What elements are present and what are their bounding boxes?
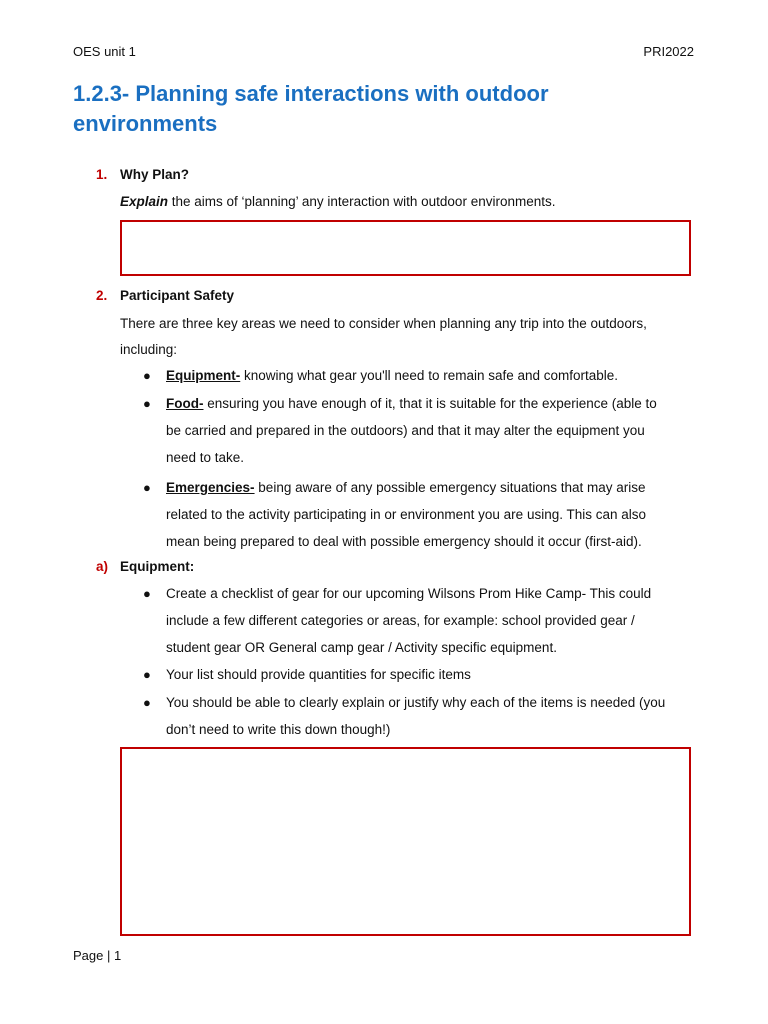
header-right: PRI2022 (643, 44, 694, 59)
footer-label: Page (73, 948, 104, 963)
instruction-line: You should be able to clearly explain or justify why each of the items is needed (you (166, 695, 666, 710)
answer-box-why-plan[interactable] (120, 220, 691, 276)
header-left: OES unit 1 (73, 44, 136, 59)
instruction-line: don’t need to write this down though!) (166, 722, 391, 737)
list-item-food-line-2: be carried and prepared in the outdoors) and that it may alter the equipment you (166, 423, 645, 438)
section-2-number: 2. (96, 288, 108, 303)
section-1-instruction (120, 194, 555, 209)
section-a-label: a) (96, 559, 109, 574)
instruction-line: student gear OR General camp gear / Activity specific equipment. (166, 640, 557, 655)
list-item-emergencies: Emergencies- being aware of any possible emergency situations that may arise (166, 480, 646, 495)
instruction-line: Create a checklist of gear for our upcoming Wilsons Prom Hike Camp- This could (166, 586, 652, 601)
instruction-line: include a few different categories or areas, for example: school provided gear / (166, 613, 635, 628)
page-title: 1.2.3- Planning safe interactions with outdoor environments (73, 81, 549, 136)
bullet-icon: ● (143, 695, 151, 710)
bullet-icon: ● (143, 586, 151, 601)
list-item-emergencies-line-2: related to the activity participating in or environment you are using. This can also (166, 507, 647, 522)
section-2-heading: Participant Safety (120, 288, 235, 303)
term-food: Food- (166, 396, 204, 411)
list-item-food-line-3: need to take. (166, 450, 245, 465)
instruction-line: Your list should provide quantities for specific items (166, 667, 471, 682)
bullet-icon: ● (143, 396, 151, 411)
section-1-heading: Why Plan? (120, 167, 190, 182)
list-item-equipment: Equipment- knowing what gear you'll need to remain safe and comfortable. (166, 368, 619, 383)
term-emergencies: Emergencies- (166, 480, 255, 495)
answer-box-equipment-checklist[interactable] (120, 747, 691, 936)
section-a-heading: Equipment: (120, 559, 195, 574)
term-equipment: Equipment- (166, 368, 241, 383)
footer-separator: | (107, 948, 111, 963)
instruction-text: the aims of ‘planning’ any interaction with outdoor environments. (168, 194, 556, 209)
bullet-icon: ● (143, 667, 151, 682)
bullet-icon: ● (143, 480, 151, 495)
section-2-intro-line-1: There are three key areas we need to consider when planning any trip into the outdoors, (120, 316, 647, 331)
instruction-verb: Explain (120, 194, 169, 209)
list-item-food: Food- ensuring you have enough of it, that it is suitable for the experience (able to (166, 396, 657, 411)
list-item-emergencies-line-3: mean being prepared to deal with possible emergency should it occur (first-aid). (166, 534, 642, 549)
page-number: 1 (114, 948, 122, 963)
bullet-icon: ● (143, 368, 151, 383)
section-1-number: 1. (96, 167, 108, 182)
section-2-intro-line-2: including: (120, 342, 178, 357)
page-footer (73, 948, 121, 963)
